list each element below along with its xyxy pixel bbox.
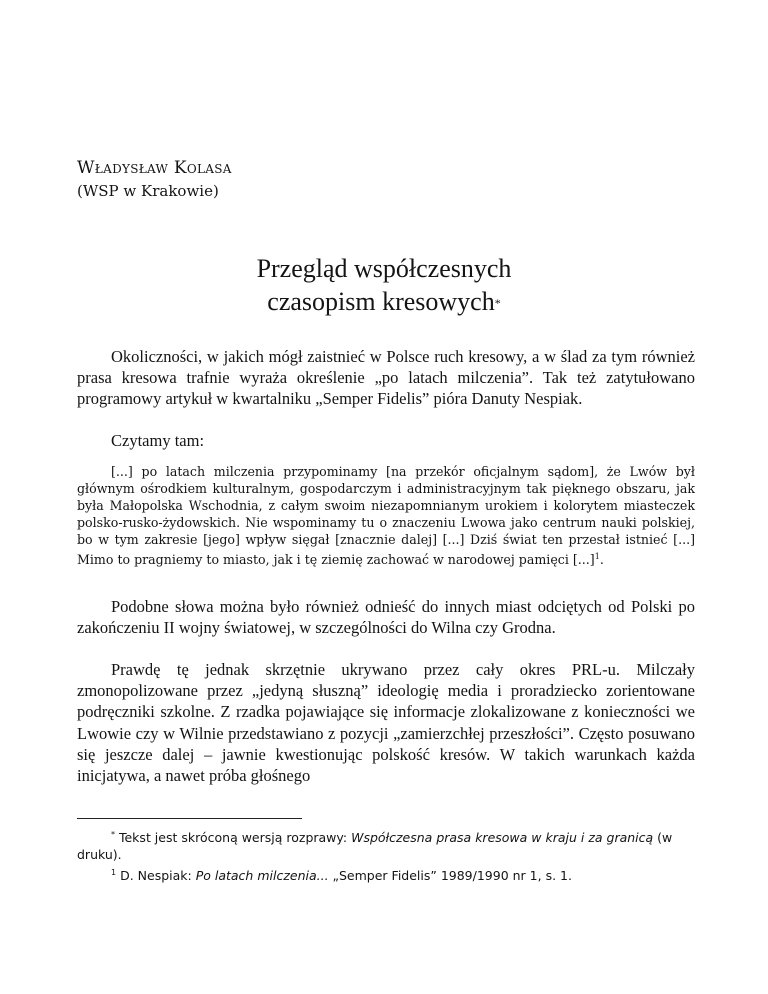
paragraph-quote-lead: Czytamy tam:	[111, 431, 205, 450]
footnote-star	[77, 826, 695, 863]
author-affiliation: (WSP w Krakowie)	[77, 182, 219, 200]
article-title	[120, 252, 648, 318]
footnote-star-text: Tekst jest skróconą wersją rozprawy:	[118, 830, 352, 846]
footnote-star-tail: (w druku).	[77, 830, 673, 863]
footnote-1-title: Po latach milczenia...	[195, 868, 329, 884]
block-quote	[77, 463, 695, 568]
author-name: Władysław Kolasa	[77, 158, 232, 178]
paragraph-intro: Okoliczności, w jakich mógł zaistnieć w Polsce ruch kresowy, a w ślad za tym również prasa kresowa trafnie wyraża określenie „po latach milczenia”. Tak też zatytułowano programowy artykuł w kwartalniku „Semper Fidelis” pióra Danuty Nespiak.	[77, 347, 695, 409]
paragraph-prl: Prawdę tę jednak skrzętnie ukrywano przez cały okres PRL-u. Milczały zmonopolizowane przez „jedyną słuszną” ideologię media i proradziecko zorientowane podręczniki szkolne. Z rzadka pojawiające się informacje zlokalizowane z konieczności we Lwowie czy w Wilnie przedstawiano z pozycji „zamierzchłej przeszłości”. Często posuwano się jeszcze dalej – jawnie kwestionując polskość kresów. W takich warunkach każda inicjatywa, a nawet próba głośnego	[77, 660, 695, 786]
title-line-1: Przegląd współczesnych	[256, 254, 512, 283]
quote-footnote-ref: 1	[594, 552, 600, 561]
quote-end: .	[599, 552, 604, 568]
footnote-divider	[77, 818, 302, 819]
title-line-2	[120, 285, 648, 318]
title-footnote-marker: *	[494, 296, 501, 310]
footnote-star-title: Współczesna prasa kresowa w kraju i za granicą	[351, 830, 654, 846]
footnote-1-author: D. Nespiak:	[120, 868, 196, 884]
title-line-2-text: czasopism kresowych	[267, 287, 495, 316]
block-quote-text: [...] po latach milczenia przypominamy [na przekór oficjalnym sądom], że Lwów był głównym ośrodkiem kulturalnym, gospodarczym i administracyjnym tak pięknego obszaru, jak była Małopolska Wschodnia, z całym swoim niezapomnianym urokiem i kolorytem miasteczek polsko-rusko-żydowskich. Nie wspominamy tu o znaczeniu Lwowa jako centrum nauki polskiej, bo w tym zakresie [jego] wpływ sięgał [znacznie dalej] [...] Dziś świat ten przestał istnieć [...] Mimo to pragniemy to miasto, jak i tę ziemię zachować w narodowej pamięci [...]	[77, 464, 695, 568]
footnote-1-marker: 1	[111, 868, 117, 877]
footnote-star-marker: *	[111, 830, 115, 839]
paragraph-similar-cities: Podobne słowa można było również odnieść do innych miast odciętych od Polski po zakończeniu II wojny światowej, w szczególności do Wilna czy Grodna.	[77, 597, 695, 638]
footnote-1	[77, 864, 695, 884]
footnote-1-tail: „Semper Fidelis” 1989/1990 nr 1, s. 1.	[328, 868, 572, 884]
